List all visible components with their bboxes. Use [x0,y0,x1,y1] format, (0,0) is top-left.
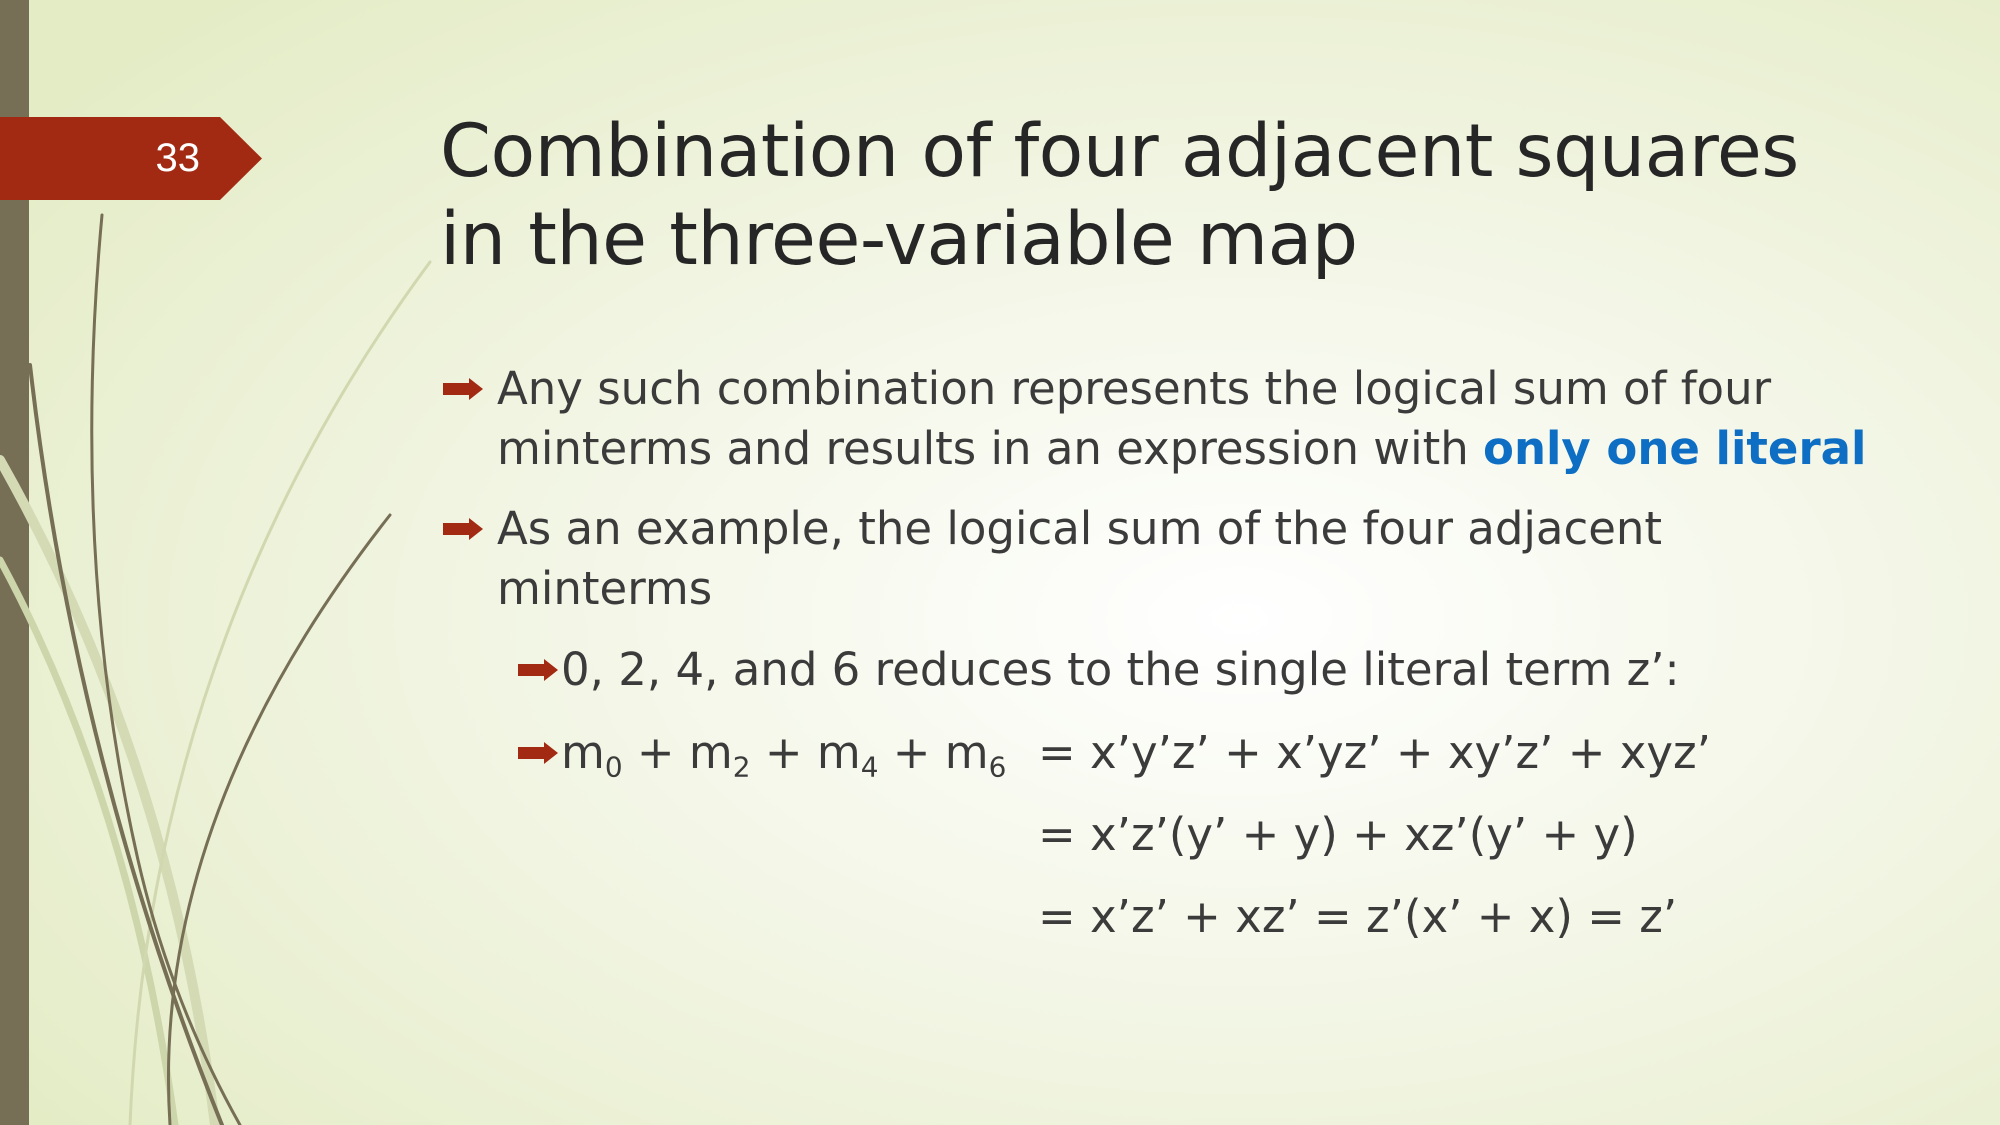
bullet-2-line-2: minterms [497,562,713,615]
equation-line-1: = x’y’z’ + x’yz’ + xy’z’ + xyz’ [1038,726,1711,779]
arrow-bullet-icon [518,640,561,700]
equation-line-3: = x’z’ + xz’ = z’(x’ + x) = z’ [1038,890,1678,943]
bullet-1-text [497,359,1866,479]
sub-bullet-1 [518,640,1680,700]
arrow-bullet-icon [443,499,497,559]
sub-bullet-1-text: 0, 2, 4, and 6 reduces to the single literal term z’: [561,643,1680,696]
bullet-2-text [497,499,1662,619]
minterm-subscript-6: 6 [988,750,1007,784]
sub-bullet-2 [518,723,1006,783]
bullet-1-line-2: minterms and results in an expression with [497,422,1484,475]
minterm-subscript-2: 2 [732,750,751,784]
minterm-subscript-4: 4 [860,750,879,784]
arrow-bullet-icon [443,359,497,419]
bullet-1-line-1: Any such combination represents the logical sum of four [497,362,1772,415]
highlight-only-one-literal: only one literal [1483,422,1867,475]
minterm-sum: $m_0 + m_2 + m_4 + m_6$ [561,726,1007,784]
title-line-1: Combination of four adjacent squares [440,109,1799,194]
arrow-bullet-icon [518,723,561,783]
minterm-subscript-0: 0 [604,750,623,784]
bullet-2 [443,499,1662,619]
slide-number: 33 [155,136,200,180]
slide-title [440,108,1960,284]
equation-line-2: = x’z’(y’ + y) + xz’(y’ + y) [1038,808,1638,861]
title-line-2: in the three-variable map [440,197,1358,282]
bullet-1 [443,359,1866,479]
bullet-2-line-1: As an example, the logical sum of the four adjacent [497,502,1663,555]
